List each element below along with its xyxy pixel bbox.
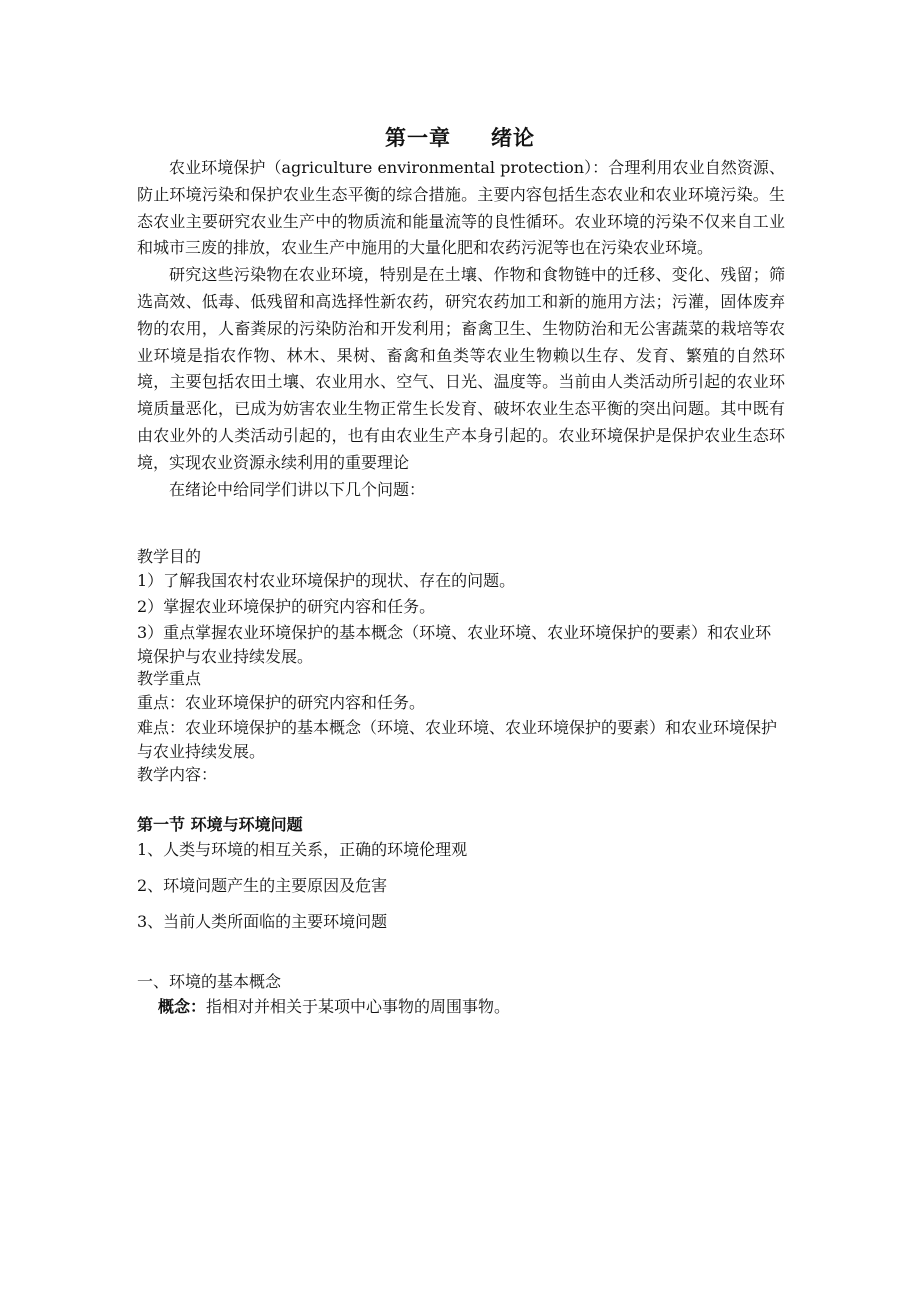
objectives-heading: 教学目的 [137,547,202,566]
section-item: 3、当前人类所面临的主要环境问题 [137,912,388,931]
section-title: 第一节 环境与环境问题 [137,815,303,834]
content-heading: 教学内容： [137,765,218,784]
objective-item: 2）掌握农业环境保护的研究内容和任务。 [137,597,436,616]
keypoint-text: 重点：农业环境保护的研究内容和任务。 [137,693,426,712]
concept-text: 指相对并相关于某项中心事物的周围事物。 [206,997,511,1016]
subsection-title: 一、环境的基本概念 [137,972,282,991]
keypoints-heading: 教学重点 [137,669,202,688]
chapter-number: 第一章 [385,125,451,150]
section-item: 1、人类与环境的相互关系，正确的环境伦理观 [137,840,468,859]
paragraph-research: 研究这些污染物在农业环境，特别是在土壤、作物和食物链中的迁移、变化、残留；筛选高效、低毒、低残留和高选择性新农药，研究农药加工和新的施用方法；污灌，固体废弃物的农用，人畜粪尿的污染防治和开发利用；畜禽卫生、生物防治和无公害蔬菜的栽培等农业环境是指农作物、林木、果树、畜禽和鱼类等农业生物赖以生存、发育、繁殖的自然环境，主要包括农田土壤、农业用水、空气、日光、温度等。当前由人类活动所引起的农业环境质量恶化，已成为妨害农业生物正常生长发育、破坏农业生态平衡的突出问题。其中既有由农业外的人类活动引起的，也有由农业生产本身引起的。农业环境保护是保护农业生态环境，实现农业资源永续利用的重要理论 [137,265,785,472]
chapter-name: 绪论 [491,125,535,150]
concept-label: 概念： [158,997,207,1016]
objective-item: 3）重点掌握农业环境保护的基本概念（环境、农业环境、农业环境保护的要素）和农业环境保护与农业持续发展。 [137,623,772,666]
paragraph-intro-questions: 在绪论中给同学们讲以下几个问题： [169,479,426,499]
concept-line [158,995,818,1019]
intro-block [137,155,785,503]
objective-item: 1）了解我国农村农业环境保护的现状、存在的问题。 [137,571,516,590]
difficulty-text: 难点：农业环境保护的基本概念（环境、农业环境、农业环境保护的要素）和农业环境保护与农业持续发展。 [137,718,778,761]
paragraph-definition: 农业环境保护（agriculture environmental protection）：合理利用农业自然资源、防止环境污染和保护农业生态平衡的综合措施。主要内容包括生态农业和农业环境污染。生态农业主要研究农业生产中的物质流和能量流等的良性循环。农业环境的污染不仅来自工业和城市三废的排放，农业生产中施用的大量化肥和农药污泥等也在污染农业环境。 [137,158,785,258]
section-item: 2、环境问题产生的主要原因及危害 [137,876,388,895]
chapter-title [0,122,920,152]
